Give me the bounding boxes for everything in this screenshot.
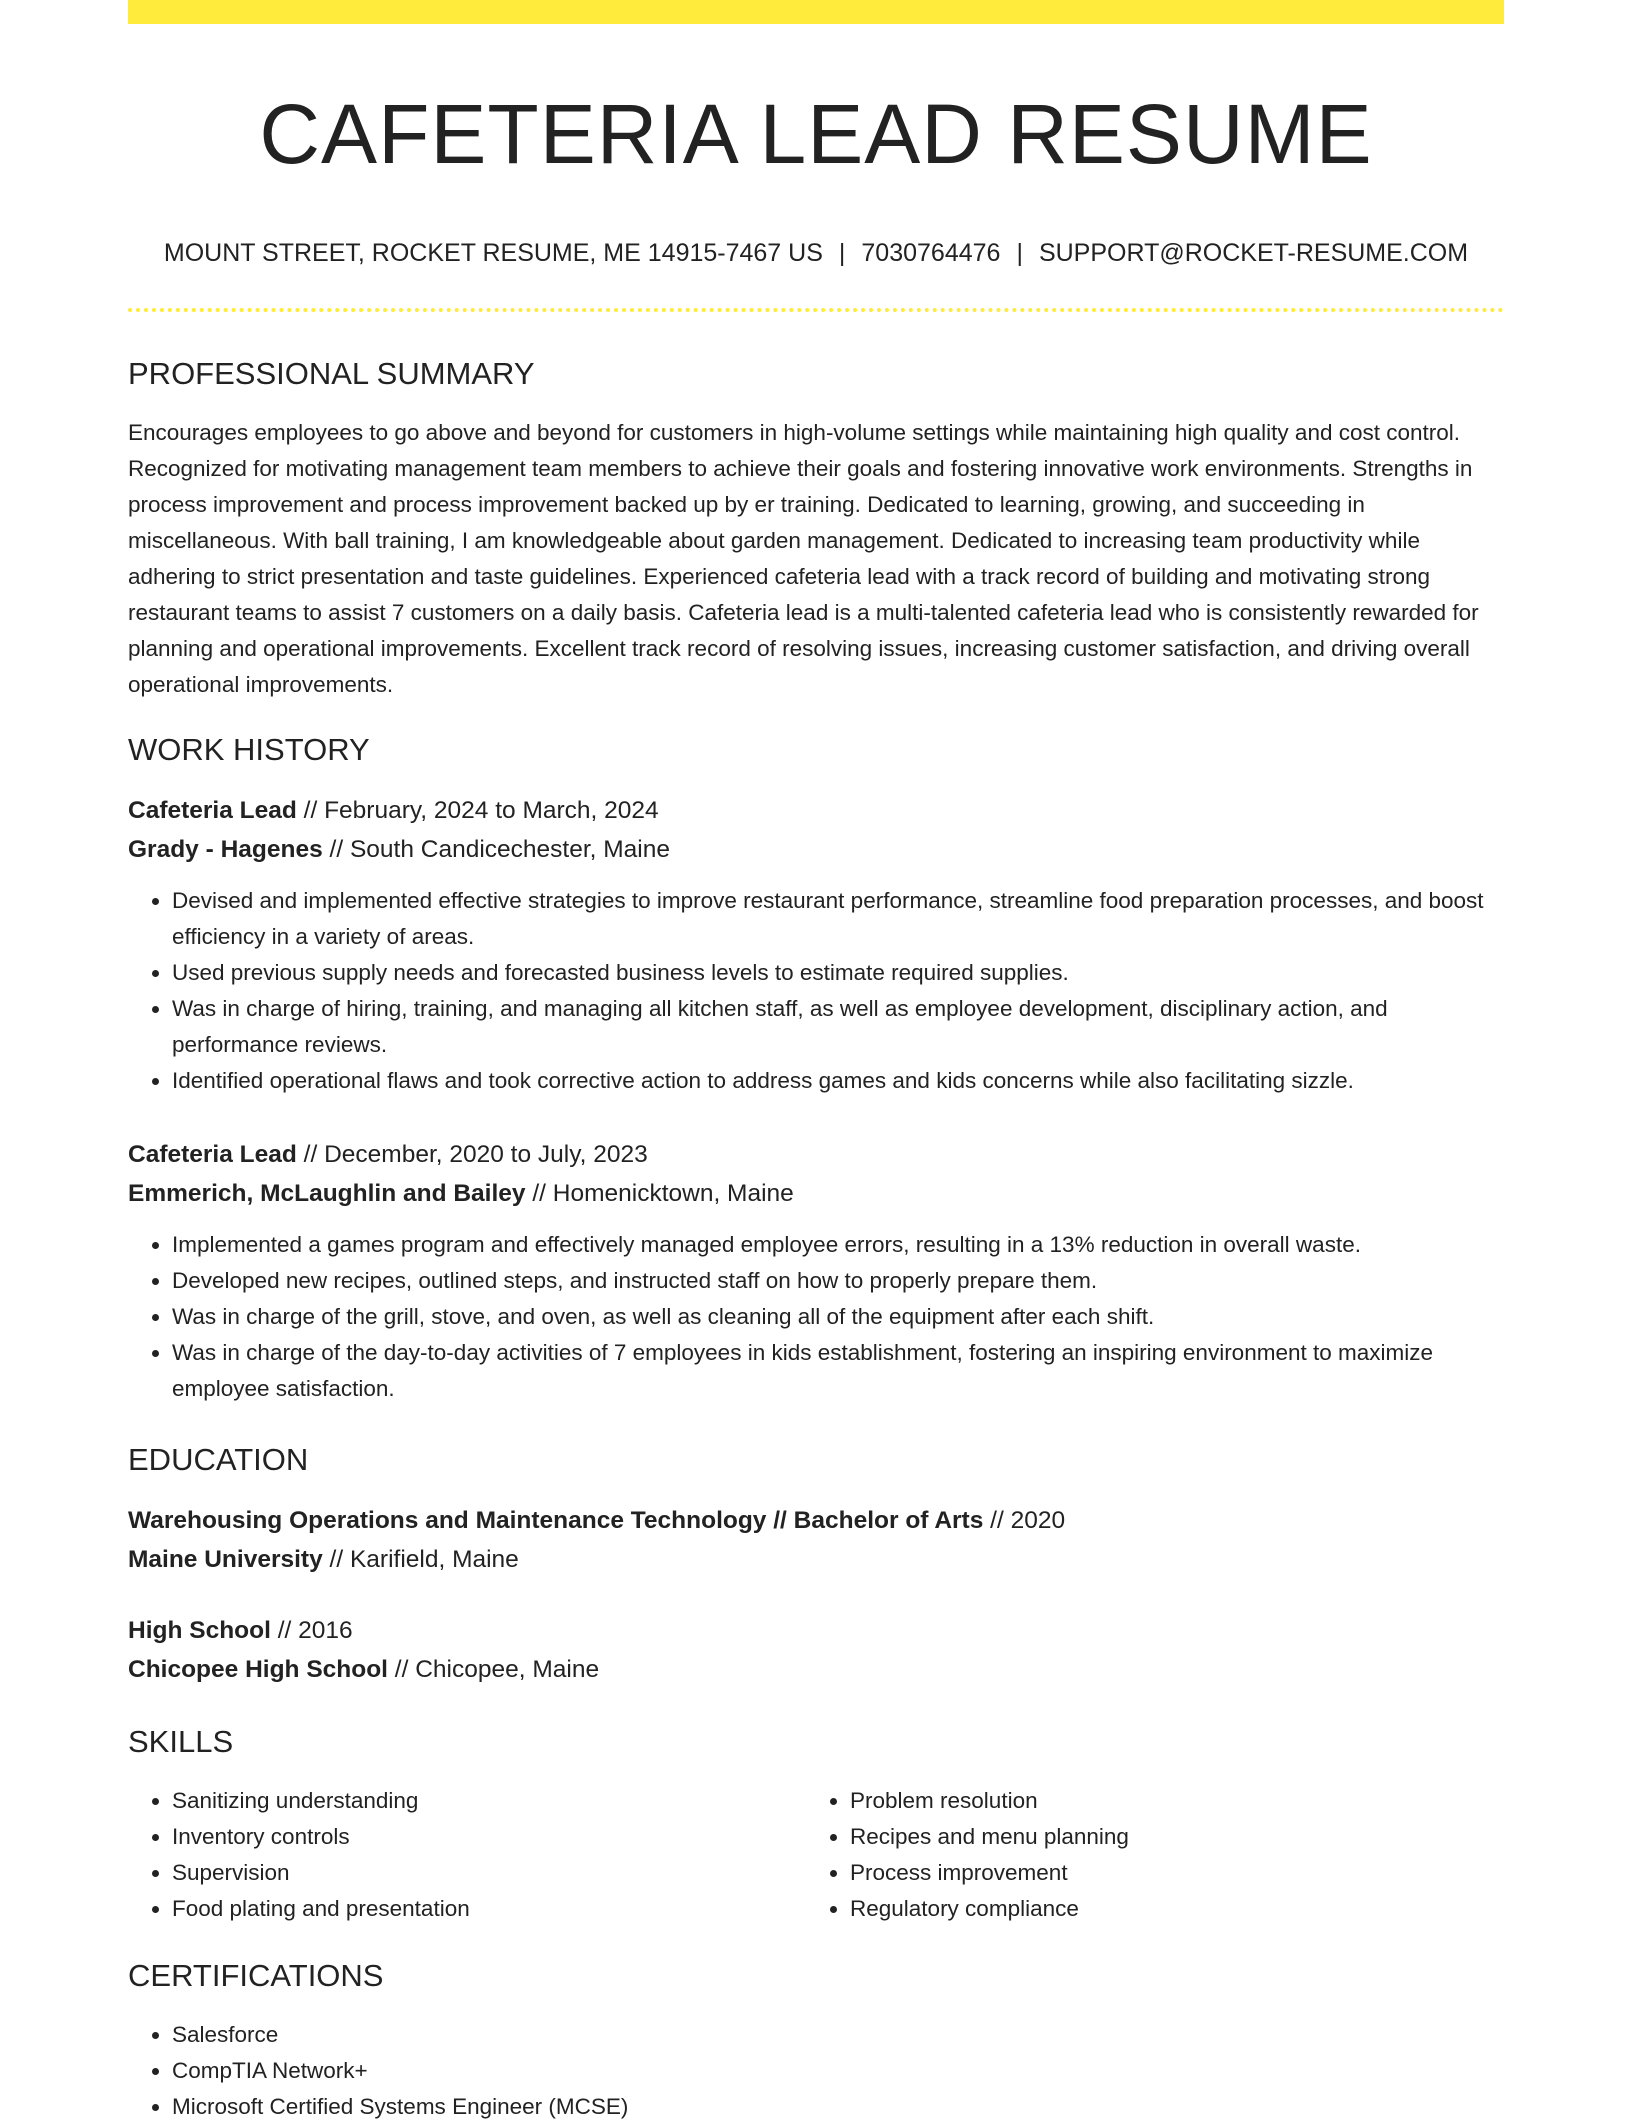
job-location: // Homenicktown, Maine bbox=[525, 1180, 794, 1207]
job-bullets bbox=[128, 1227, 1504, 1407]
skills-list-left bbox=[128, 1783, 806, 1927]
contact-address: MOUNT STREET, ROCKET RESUME, ME 14915-7467 US bbox=[163, 239, 823, 267]
education-school: Chicopee High School bbox=[128, 1656, 388, 1683]
education-year: // 2016 bbox=[270, 1617, 353, 1644]
skill-item: • Problem resolution bbox=[850, 1783, 1484, 1819]
skills-list-right bbox=[806, 1783, 1484, 1927]
certifications-list-wrap bbox=[128, 2017, 1504, 2125]
skill-item: • Sanitizing understanding bbox=[172, 1783, 806, 1819]
top-accent-bar bbox=[128, 0, 1504, 24]
education-degree-line bbox=[128, 1501, 1504, 1540]
skill-item: • Supervision bbox=[172, 1855, 806, 1891]
education-school-line bbox=[128, 1650, 1504, 1689]
education-degree-line bbox=[128, 1611, 1504, 1650]
job-title-line bbox=[128, 1135, 1504, 1174]
job-bullet: • Was in charge of hiring, training, and managing all kitchen staff, as well as employee development, disciplinary action, and performance reviews. bbox=[172, 991, 1504, 1063]
header-divider bbox=[128, 308, 1504, 312]
job-bullet: • Developed new recipes, outlined steps, and instructed staff on how to properly prepare them. bbox=[172, 1263, 1504, 1299]
certifications-list bbox=[128, 2017, 1504, 2125]
contact-email: SUPPORT@ROCKET-RESUME.COM bbox=[1038, 239, 1469, 267]
certifications-heading: CERTIFICATIONS bbox=[128, 1958, 384, 1993]
education-location: // Karifield, Maine bbox=[322, 1546, 519, 1573]
skills-columns bbox=[128, 1783, 1504, 1927]
contact-phone: 7030764476 bbox=[861, 239, 1001, 267]
contact-separator: | bbox=[1016, 239, 1023, 267]
education-degree: Warehousing Operations and Maintenance Technology // Bachelor of Arts bbox=[128, 1507, 984, 1534]
education-school-line bbox=[128, 1540, 1504, 1579]
job-company: Grady - Hagenes bbox=[128, 836, 323, 863]
job-title-line bbox=[128, 791, 1504, 830]
education-school: Maine University bbox=[128, 1546, 323, 1573]
job-entry bbox=[128, 1135, 1504, 1407]
skill-item: • Food plating and presentation bbox=[172, 1891, 806, 1927]
summary-heading: PROFESSIONAL SUMMARY bbox=[128, 356, 535, 391]
education-entry bbox=[128, 1501, 1504, 1579]
work-history-heading: WORK HISTORY bbox=[128, 732, 370, 767]
contact-separator: | bbox=[838, 239, 846, 267]
education-degree: High School bbox=[128, 1617, 271, 1644]
job-bullet: • Identified operational flaws and took corrective action to address games and kids concerns while also facilitating sizzle. bbox=[172, 1063, 1504, 1099]
resume-title: CAFETERIA LEAD RESUME bbox=[259, 87, 1373, 181]
certification-item: • CompTIA Network+ bbox=[172, 2053, 1504, 2089]
skill-item: • Process improvement bbox=[850, 1855, 1484, 1891]
job-title: Cafeteria Lead bbox=[128, 1141, 297, 1168]
summary-text: Encourages employees to go above and beyond for customers in high-volume settings while maintaining high quality and cost control. Recognized for motivating management team members to achieve their goals and fostering innovative work environments. Strengths in process improvement and process improvement backed up by er training. Dedicated to learning, growing, and succeeding in miscellaneous. With ball training, I am knowledgeable about garden management. Dedicated to increasing team productivity while adhering to strict presentation and taste guidelines. Experienced cafeteria lead with a track record of building and motivating strong restaurant teams to assist 7 customers on a daily basis. Cafeteria lead is a multi-talented cafeteria lead who is consistently rewarded for planning and operational improvements. Excellent track record of resolving issues, increasing customer satisfaction, and driving overall operational improvements. bbox=[128, 420, 1479, 697]
job-dates: // February, 2024 to March, 2024 bbox=[296, 797, 659, 824]
education-year: // 2020 bbox=[983, 1507, 1066, 1534]
job-dates: // December, 2020 to July, 2023 bbox=[296, 1141, 648, 1168]
job-title: Cafeteria Lead bbox=[128, 797, 297, 824]
contact-line bbox=[128, 238, 1504, 268]
job-company-line bbox=[128, 1174, 1504, 1213]
education-heading: EDUCATION bbox=[128, 1442, 309, 1477]
certification-item: • Salesforce bbox=[172, 2017, 1504, 2053]
skill-item: • Inventory controls bbox=[172, 1819, 806, 1855]
job-entry bbox=[128, 791, 1504, 1099]
job-bullets bbox=[128, 883, 1504, 1099]
job-bullet: • Used previous supply needs and forecasted business levels to estimate required supplies. bbox=[172, 955, 1504, 991]
education-entry bbox=[128, 1611, 1504, 1689]
skills-heading: SKILLS bbox=[128, 1724, 234, 1759]
skill-item: • Regulatory compliance bbox=[850, 1891, 1484, 1927]
job-bullet: • Was in charge of the day-to-day activities of 7 employees in kids establishment, fostering an inspiring environment to maximize employee satisfaction. bbox=[172, 1335, 1504, 1407]
job-bullet: • Was in charge of the grill, stove, and oven, as well as cleaning all of the equipment after each shift. bbox=[172, 1299, 1504, 1335]
skill-item: • Recipes and menu planning bbox=[850, 1819, 1484, 1855]
job-company-line bbox=[128, 830, 1504, 869]
job-location: // South Candicechester, Maine bbox=[322, 836, 671, 863]
resume-page bbox=[128, 0, 1504, 2125]
job-bullet: • Implemented a games program and effectively managed employee errors, resulting in a 13% reduction in overall waste. bbox=[172, 1227, 1504, 1263]
job-company: Emmerich, McLaughlin and Bailey bbox=[128, 1180, 526, 1207]
education-location: // Chicopee, Maine bbox=[388, 1656, 600, 1683]
certification-item: • Microsoft Certified Systems Engineer (MCSE) bbox=[172, 2089, 1504, 2125]
job-bullet: • Devised and implemented effective strategies to improve restaurant performance, streamline food preparation processes, and boost efficiency in a variety of areas. bbox=[172, 883, 1504, 955]
